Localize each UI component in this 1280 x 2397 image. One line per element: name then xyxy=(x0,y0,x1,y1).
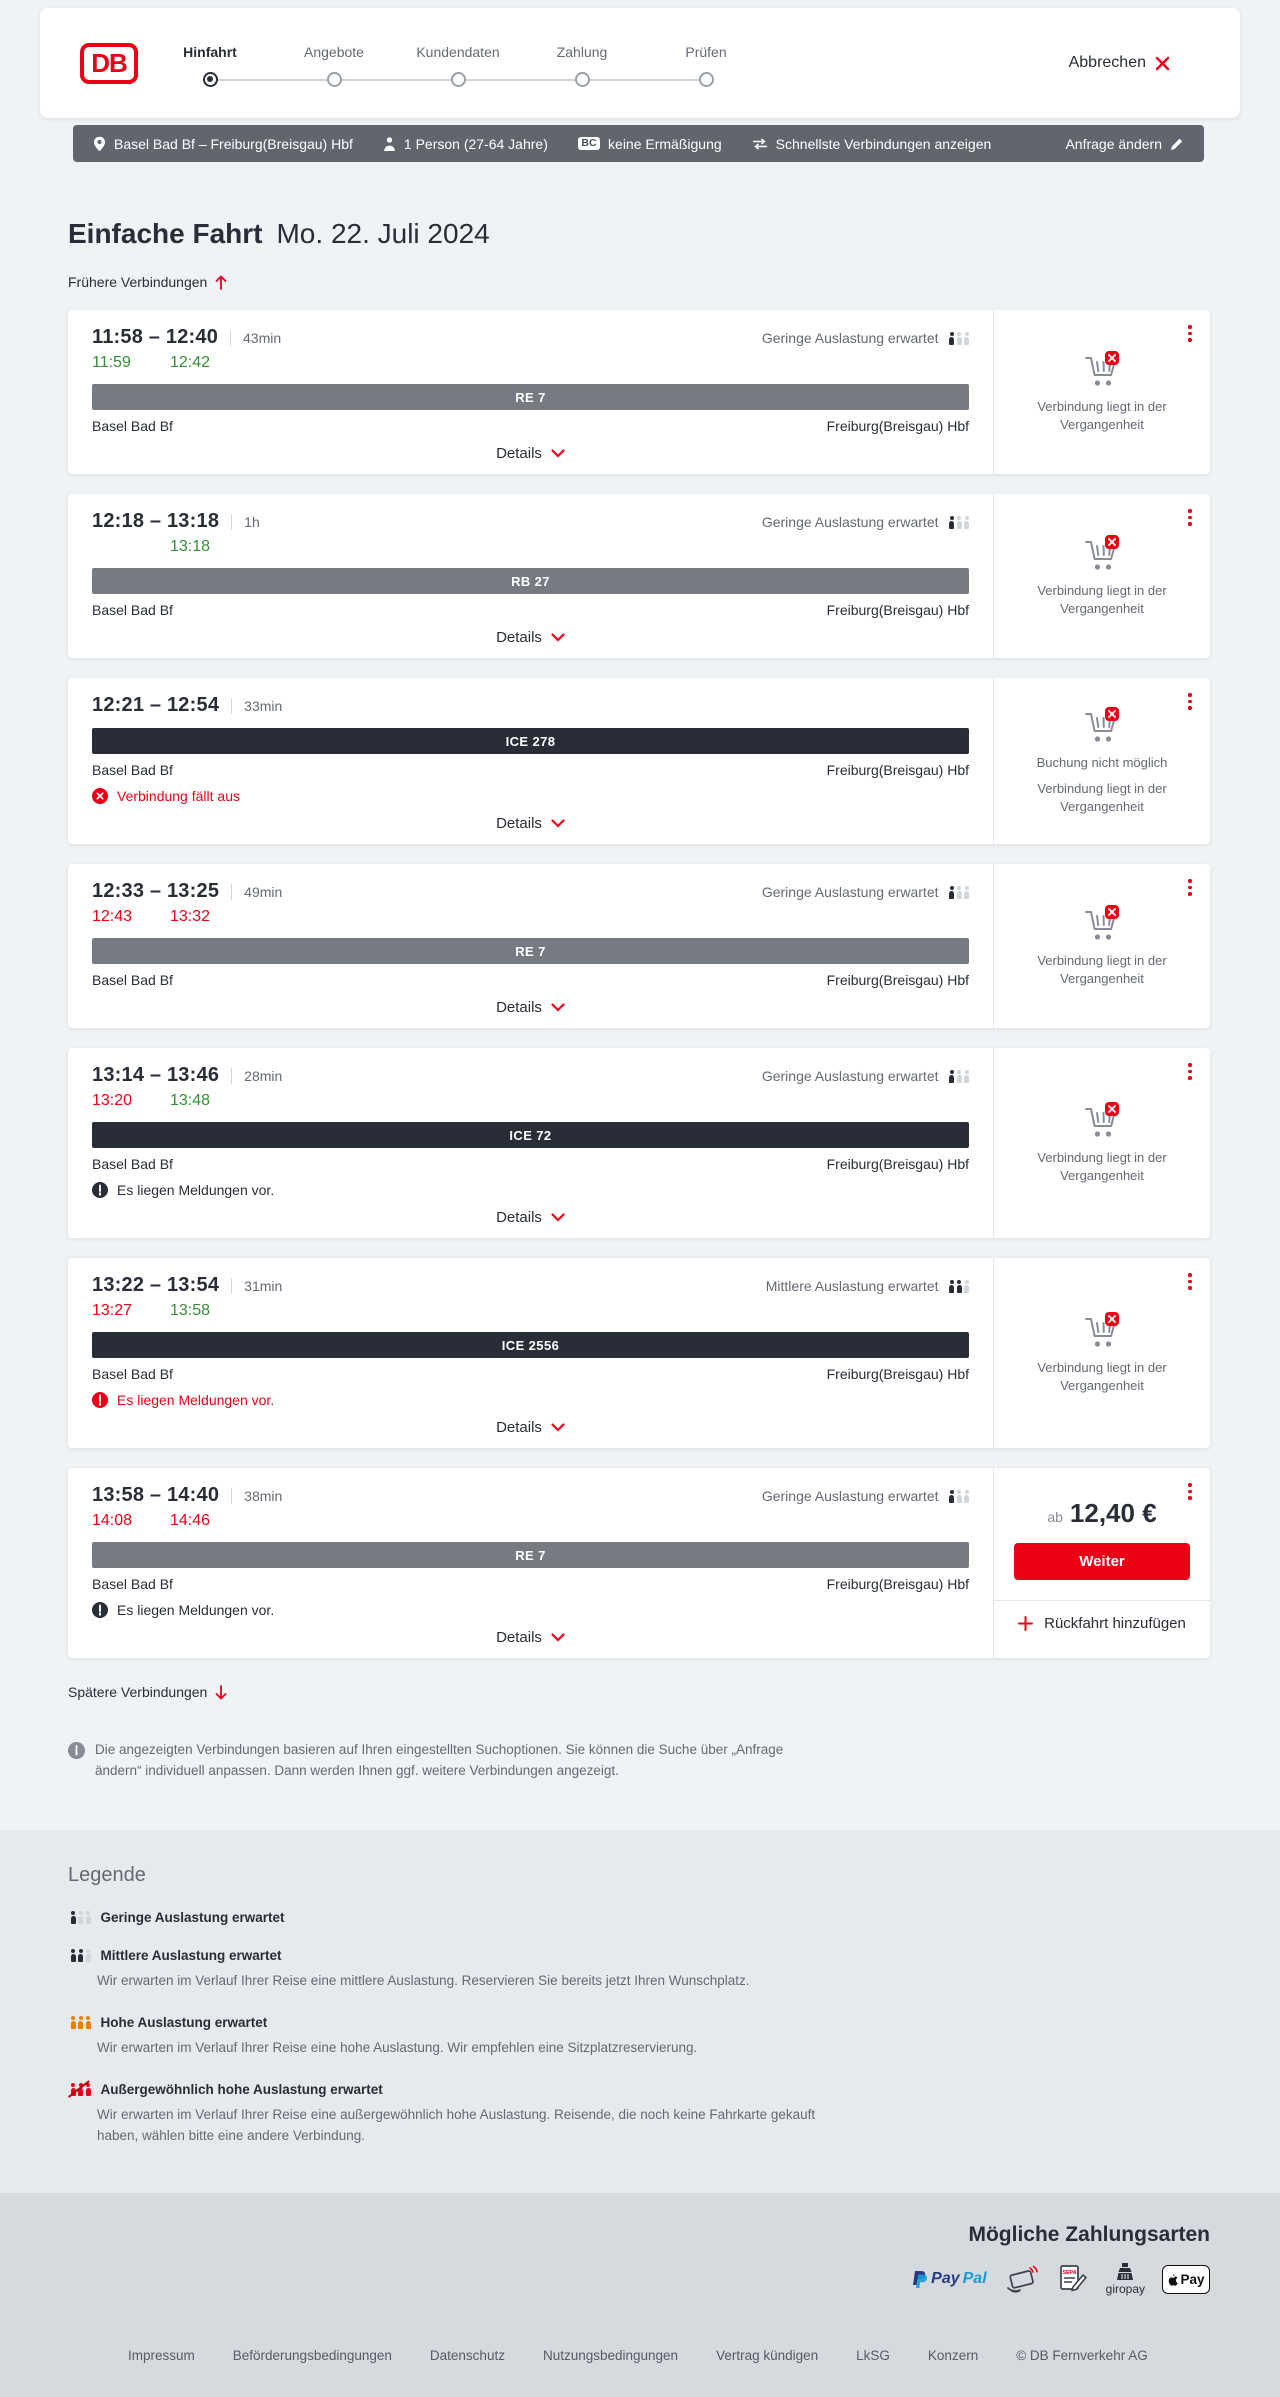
step-dot-icon xyxy=(575,72,590,87)
alert-circle-icon xyxy=(92,1182,108,1198)
step-dot-icon xyxy=(699,72,714,87)
step-pruefen[interactable]: Prüfen xyxy=(644,44,768,87)
step-zahlung[interactable]: Zahlung xyxy=(520,44,644,87)
footer-link-befoerderungsbedingungen[interactable]: Beförderungsbedingungen xyxy=(232,2347,392,2363)
origin-station: Basel Bad Bf xyxy=(92,418,173,434)
step-dot-icon xyxy=(451,72,466,87)
step-hinfahrt[interactable]: Hinfahrt xyxy=(148,44,272,87)
cancellation-message: Verbindung fällt aus xyxy=(92,788,969,804)
chevron-down-icon xyxy=(551,1423,565,1432)
occupancy-label: Geringe Auslastung erwartet xyxy=(762,1068,969,1084)
overflow-menu-button[interactable] xyxy=(1185,1480,1195,1503)
details-button[interactable]: Details xyxy=(496,629,565,646)
realtime-arrival: 13:48 xyxy=(170,1092,211,1109)
occupancy-max-icon xyxy=(68,2083,91,2096)
legend-title: Legende xyxy=(68,1863,146,1886)
realtime-arrival: 13:58 xyxy=(170,1302,211,1319)
svg-text:SEPA: SEPA xyxy=(1062,2270,1077,2277)
occupancy-label: Geringe Auslastung erwartet xyxy=(762,884,969,900)
passenger-summary: 1 Person (27-64 Jahre) xyxy=(383,136,548,152)
person-icon xyxy=(383,137,396,151)
add-return-trip-button[interactable]: Rückfahrt hinzufügen xyxy=(1018,1615,1186,1632)
occupancy-low-icon xyxy=(947,886,970,899)
occupancy-low-icon xyxy=(947,1490,970,1503)
connection-card xyxy=(68,1468,1210,1658)
results-main xyxy=(0,162,1280,1782)
time-range: 11:58 – 12:40 xyxy=(92,326,219,348)
apple-pay-logo: Pay xyxy=(1162,2265,1210,2294)
time-range: 12:18 – 13:18 xyxy=(92,510,220,532)
destination-station: Freiburg(Breisgau) Hbf xyxy=(826,1576,969,1592)
aside-message: Buchung nicht möglich xyxy=(1036,754,1168,770)
travel-date: Mo. 22. Juli 2024 xyxy=(276,218,490,249)
chevron-down-icon xyxy=(551,449,565,458)
chevron-down-icon xyxy=(551,1003,565,1012)
duration: 43min xyxy=(243,330,282,346)
connection-card xyxy=(68,864,1210,1028)
chevron-down-icon xyxy=(551,819,565,828)
notice-message: Es liegen Meldungen vor. xyxy=(92,1602,969,1618)
realtime-arrival: 13:18 xyxy=(170,538,211,555)
copyright: © DB Fernverkehr AG xyxy=(1016,2347,1148,2363)
origin-station: Basel Bad Bf xyxy=(92,1366,173,1382)
legend-item-mid: Mittlere Auslastung erwartet Wir erwarten im Verlauf Ihrer Reise eine mittlere Auslastung. Reservieren Sie bereits jetzt Ihren Wunschplatz. xyxy=(68,1948,1210,1992)
connection-card xyxy=(68,494,1210,658)
connection-aside xyxy=(993,310,1210,474)
footer-link-vertrag-kuendigen[interactable]: Vertrag kündigen xyxy=(716,2347,819,2363)
error-circle-icon xyxy=(92,788,108,804)
connection-card xyxy=(68,310,1210,474)
time-range: 13:58 – 14:40 xyxy=(92,1484,220,1506)
occupancy-low-icon xyxy=(68,1911,91,1924)
details-button[interactable]: Details xyxy=(496,1629,565,1646)
realtime-arrival: 14:46 xyxy=(170,1512,211,1529)
apple-icon xyxy=(1167,2273,1178,2286)
checkout-stepper xyxy=(148,40,768,87)
realtime-departure xyxy=(92,538,144,557)
legend-item-low: Geringe Auslastung erwartet xyxy=(68,1910,1210,1925)
overflow-menu-button[interactable] xyxy=(1185,1270,1195,1293)
overflow-menu-button[interactable] xyxy=(1185,1060,1195,1083)
price: ab 12,40 € xyxy=(1047,1498,1157,1528)
notice-message: Es liegen Meldungen vor. xyxy=(92,1182,969,1198)
realtime-departure: 13:27 xyxy=(92,1302,133,1319)
step-kundendaten[interactable]: Kundendaten xyxy=(396,44,520,87)
occupancy-label: Geringe Auslastung erwartet xyxy=(762,330,969,346)
route-summary: Basel Bad Bf – Freiburg(Breisgau) Hbf xyxy=(93,136,353,152)
legend-item-high: Hohe Auslastung erwartet Wir erwarten im Verlauf Ihrer Reise eine hohe Auslastung. Wir empfehlen eine Sitzplatzreservierung. xyxy=(68,2015,1210,2059)
connection-aside xyxy=(993,1258,1210,1448)
footer-link-konzern[interactable]: Konzern xyxy=(927,2347,979,2363)
cart-unavailable-icon xyxy=(1080,1101,1124,1139)
location-pin-icon xyxy=(93,136,106,152)
sepa-icon xyxy=(1057,2263,1089,2295)
connection-card xyxy=(68,1258,1210,1448)
train-label-bar: ICE 72 xyxy=(92,1122,969,1148)
overflow-menu-button[interactable] xyxy=(1185,506,1195,529)
destination-station: Freiburg(Breisgau) Hbf xyxy=(826,762,969,778)
realtime-departure: 13:20 xyxy=(92,1092,133,1109)
footer-links xyxy=(0,2348,1280,2363)
train-label-bar: RE 7 xyxy=(92,384,969,410)
details-button[interactable]: Details xyxy=(496,1209,565,1226)
realtime-departure: 11:59 xyxy=(92,354,131,371)
realtime-arrival: 12:42 xyxy=(170,354,211,371)
plus-icon xyxy=(1018,1616,1033,1631)
duration: 1h xyxy=(244,514,260,530)
occupancy-label: Geringe Auslastung erwartet xyxy=(762,1488,969,1504)
cart-unavailable-icon xyxy=(1080,350,1124,388)
connection-aside xyxy=(993,678,1210,844)
pencil-icon xyxy=(1170,137,1184,151)
giropay-tower-icon xyxy=(1115,2263,1135,2280)
destination-station: Freiburg(Breisgau) Hbf xyxy=(826,972,969,988)
realtime-row xyxy=(92,1512,969,1531)
train-label-bar: ICE 278 xyxy=(92,728,969,754)
overflow-menu-button[interactable] xyxy=(1185,322,1195,345)
train-label-bar: ICE 2556 xyxy=(92,1332,969,1358)
arrow-up-icon xyxy=(215,275,227,290)
bahncard-badge: BC xyxy=(578,137,600,151)
realtime-row xyxy=(92,354,969,373)
overflow-menu-button[interactable] xyxy=(1185,690,1195,713)
search-options-note: Die angezeigten Verbindungen basieren auf Ihren eingestellten Suchoptionen. Sie können die Suche über „Anfrage ändern“ individuell anpassen. Dann werden Ihnen ggf. weitere Verbindungen angezeigt. xyxy=(68,1740,828,1782)
cart-unavailable-icon xyxy=(1080,534,1124,572)
realtime-row xyxy=(92,538,969,557)
realtime-row xyxy=(92,1092,969,1111)
connection-aside xyxy=(993,1468,1210,1658)
details-button[interactable]: Details xyxy=(496,1419,565,1436)
destination-station: Freiburg(Breisgau) Hbf xyxy=(826,418,969,434)
db-logo[interactable]: DB xyxy=(80,43,138,84)
swap-arrows-icon xyxy=(752,138,768,150)
origin-station: Basel Bad Bf xyxy=(92,1576,173,1592)
page-footer xyxy=(0,2193,1280,2397)
fastest-connections-toggle[interactable]: Schnellste Verbindungen anzeigen xyxy=(752,136,992,152)
realtime-departure: 14:08 xyxy=(92,1512,133,1529)
occupancy-low-icon xyxy=(947,1070,970,1083)
alert-circle-icon xyxy=(92,1602,108,1618)
aside-message: Verbindung liegt in der Vergangenheit xyxy=(1037,398,1167,432)
chevron-down-icon xyxy=(551,633,565,642)
cart-unavailable-icon xyxy=(1080,706,1124,744)
alert-circle-icon xyxy=(92,1392,108,1408)
time-range: 13:14 – 13:46 xyxy=(92,1064,220,1086)
paypal-logo: Pay Pal xyxy=(912,2270,986,2289)
connection-aside xyxy=(993,1048,1210,1238)
duration: 33min xyxy=(244,698,283,714)
destination-station: Freiburg(Breisgau) Hbf xyxy=(826,602,969,618)
time-range: 13:22 – 13:54 xyxy=(92,1274,220,1296)
continue-button[interactable]: Weiter xyxy=(1014,1543,1190,1580)
duration: 31min xyxy=(244,1278,283,1294)
page-title: Einfache Fahrt Mo. 22. Juli 2024 xyxy=(68,218,490,249)
occupancy-mid-icon xyxy=(68,1949,91,1962)
arrow-down-icon xyxy=(215,1685,227,1700)
cart-unavailable-icon xyxy=(1080,904,1124,942)
chevron-down-icon xyxy=(551,1633,565,1642)
realtime-row xyxy=(92,1302,969,1321)
duration: 38min xyxy=(244,1488,283,1504)
origin-station: Basel Bad Bf xyxy=(92,762,173,778)
later-connections-link[interactable]: Spätere Verbindungen xyxy=(68,1684,227,1700)
occupancy-label: Geringe Auslastung erwartet xyxy=(762,514,969,530)
duration: 28min xyxy=(244,1068,283,1084)
occupancy-mid-icon xyxy=(947,1280,970,1293)
discount-summary: BC keine Ermäßigung xyxy=(578,136,722,152)
realtime-row xyxy=(92,908,969,927)
step-angebote[interactable]: Angebote xyxy=(272,44,396,87)
step-dot-icon xyxy=(327,72,342,87)
duration: 49min xyxy=(244,884,283,900)
payments-title: Mögliche Zahlungsarten xyxy=(968,2222,1210,2246)
origin-station: Basel Bad Bf xyxy=(92,972,173,988)
time-range: 12:33 – 13:25 xyxy=(92,880,220,902)
realtime-arrival: 13:32 xyxy=(170,908,211,925)
credit-card-icon xyxy=(1004,2264,1040,2294)
aside-message: Verbindung liegt in der Vergangenheit xyxy=(1037,582,1167,616)
origin-station: Basel Bad Bf xyxy=(92,602,173,618)
train-label-bar: RB 27 xyxy=(92,568,969,594)
occupancy-high-icon xyxy=(68,2016,91,2029)
details-button[interactable]: Details xyxy=(496,815,565,832)
overflow-menu-button[interactable] xyxy=(1185,876,1195,899)
footer-link-impressum[interactable]: Impressum xyxy=(128,2347,195,2363)
realtime-departure: 12:43 xyxy=(92,908,133,925)
legend-section xyxy=(0,1830,1280,2193)
chevron-down-icon xyxy=(551,1213,565,1222)
payment-methods xyxy=(0,2223,1280,2296)
giropay-logo: giropay xyxy=(1106,2263,1145,2296)
occupancy-label: Mittlere Auslastung erwartet xyxy=(766,1278,969,1294)
train-label-bar: RE 7 xyxy=(92,938,969,964)
connection-aside xyxy=(993,864,1210,1028)
details-button[interactable]: Details xyxy=(496,999,565,1016)
paypal-mark-icon xyxy=(912,2270,928,2289)
occupancy-low-icon xyxy=(947,516,970,529)
connection-aside xyxy=(993,494,1210,658)
origin-station: Basel Bad Bf xyxy=(92,1156,173,1172)
destination-station: Freiburg(Breisgau) Hbf xyxy=(826,1366,969,1382)
footer-link-datenschutz[interactable]: Datenschutz xyxy=(429,2347,505,2363)
footer-link-nutzungsbedingungen[interactable]: Nutzungsbedingungen xyxy=(542,2347,679,2363)
connection-card xyxy=(68,1048,1210,1238)
step-dot-active-icon xyxy=(203,72,218,87)
info-icon xyxy=(68,1742,85,1759)
search-summary-bar xyxy=(73,125,1204,162)
aside-message: Verbindung liegt in der Vergangenheit xyxy=(1037,1149,1167,1183)
train-label-bar: RE 7 xyxy=(92,1542,969,1568)
destination-station: Freiburg(Breisgau) Hbf xyxy=(826,1156,969,1172)
app-header xyxy=(40,8,1240,118)
aside-message: Verbindung liegt in der Vergangenheit xyxy=(1037,952,1167,986)
occupancy-low-icon xyxy=(947,332,970,345)
time-range: 12:21 – 12:54 xyxy=(92,694,220,716)
legend-item-max: Außergewöhnlich hohe Auslastung erwartet Wir erwarten im Verlauf Ihrer Reise eine außergewöhnlich hohe Auslastung. Reisende, die noch keine Fahrkarte gekauft haben, wählen bitte eine andere Verbindung. xyxy=(68,2082,1210,2147)
notice-message: Es liegen Meldungen vor. xyxy=(92,1392,969,1408)
close-icon xyxy=(1155,56,1170,71)
cart-unavailable-icon xyxy=(1080,1311,1124,1349)
cancel-button[interactable]: Abbrechen xyxy=(1069,54,1170,72)
aside-message: Verbindung liegt in der Vergangenheit xyxy=(1037,780,1167,815)
footer-link-lksg[interactable]: LkSG xyxy=(856,2347,890,2363)
details-button[interactable]: Details xyxy=(496,445,565,462)
earlier-connections-link[interactable]: Frühere Verbindungen xyxy=(68,274,227,290)
edit-request-button[interactable]: Anfrage ändern xyxy=(1065,136,1184,152)
aside-message: Verbindung liegt in der Vergangenheit xyxy=(1037,1359,1167,1393)
connection-card xyxy=(68,678,1210,844)
